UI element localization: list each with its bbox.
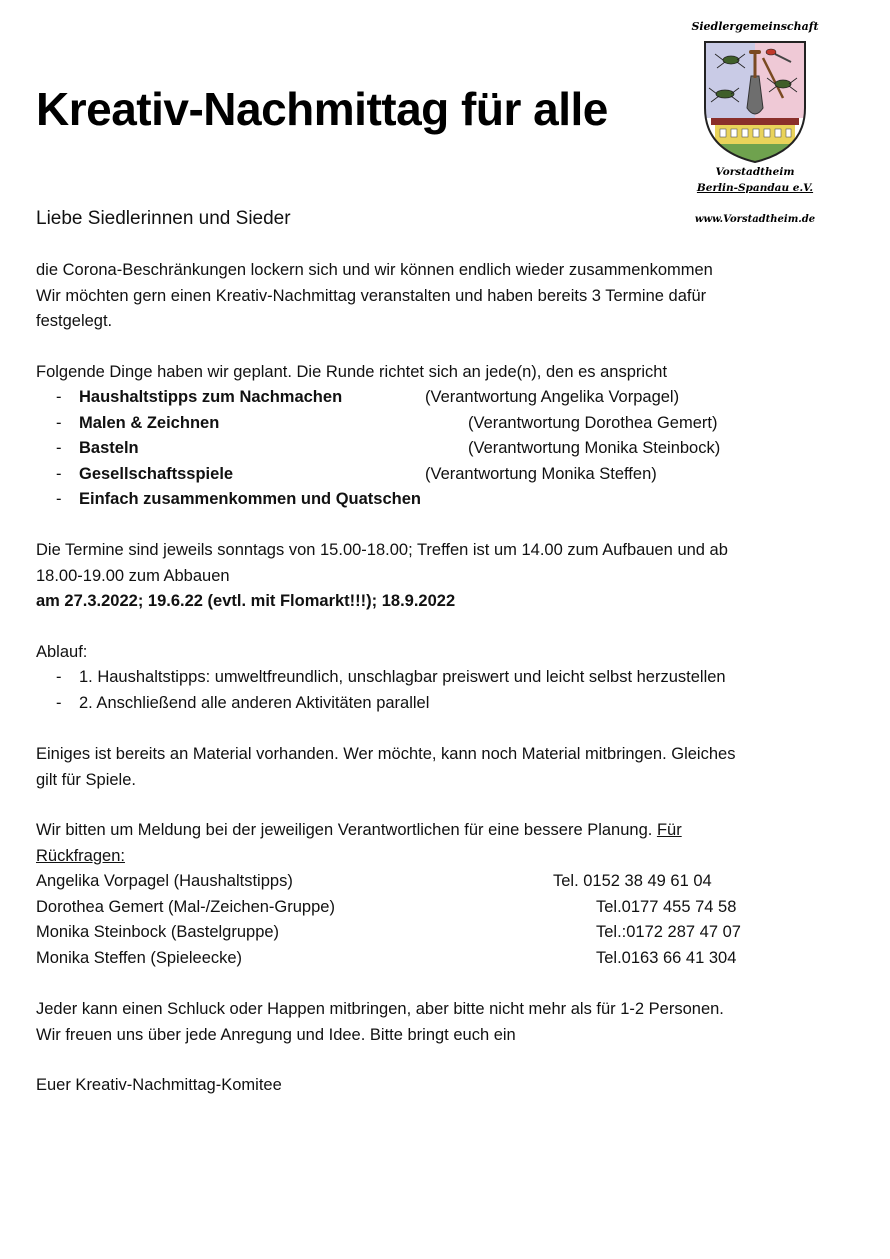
activity-responsible: (Verantwortung Monika Steinbock): [468, 439, 721, 457]
salutation: Liebe Siedlerinnen und Sieder: [36, 208, 291, 229]
event-dates: am 27.3.2022; 19.6.22 (evtl. mit Flomarkt!!!); 18.9.2022: [36, 592, 456, 610]
club-logo: [688, 12, 822, 232]
contact-row: [36, 895, 796, 921]
intro-line: Wir möchten gern einen Kreativ-Nachmittag veranstalten und haben bereits 3 Termine dafür: [36, 286, 707, 305]
signature: Euer Kreativ-Nachmittag-Komitee: [36, 1076, 282, 1094]
dash-bullet: -: [56, 490, 62, 508]
dates-bold: [36, 589, 728, 615]
contact-name: Monika Steinbock (Bastelgruppe): [36, 923, 280, 941]
activity-name: Malen & Zeichnen: [79, 413, 220, 432]
dash-bullet: -: [56, 668, 62, 686]
activity-name: Basteln: [79, 439, 139, 457]
plans-intro: Folgende Dinge haben wir geplant. Die Runde richtet sich an jede(n), den es anspricht: [36, 363, 668, 381]
list-item: [36, 487, 421, 513]
contact-phone: Tel. 0152 38 49 61 04: [553, 872, 712, 890]
contact-phone: Tel.0163 66 41 304: [596, 948, 737, 967]
dash-bullet: -: [56, 439, 62, 457]
activity-responsible: (Verantwortung Dorothea Gemert): [468, 413, 718, 432]
logo-bottom-line1: Vorstadtheim: [715, 166, 795, 178]
contact-heading-underlined: Rückfragen:: [36, 846, 125, 865]
logo-bottom-line2: Berlin-Spandau e.V.: [696, 182, 814, 194]
activity-name: Einfach zusammenkommen und Quatschen: [79, 490, 421, 508]
intro-paragraph: [36, 258, 713, 335]
schedule-item: 1. Haushaltstipps: umweltfreundlich, unschlagbar preiswert und leicht selbst herzustellen: [79, 668, 726, 686]
dash-bullet: -: [56, 464, 62, 483]
activity-name: Gesellschaftsspiele: [79, 464, 234, 483]
material-paragraph: [36, 742, 735, 793]
page-title: Kreativ-Nachmittag für alle: [36, 83, 608, 135]
contact-name: Dorothea Gemert (Mal-/Zeichen-Gruppe): [36, 897, 335, 916]
contact-heading: [36, 844, 796, 870]
dash-bullet: -: [56, 413, 62, 432]
contact-heading-underlined: Für: [656, 821, 682, 839]
contact-phone: Tel.:0172 287 47 07: [596, 923, 741, 941]
closing-line: Jeder kann einen Schluck oder Happen mitbringen, aber bitte nicht mehr als für 1-2 Personen.: [36, 1000, 724, 1018]
contact-row: [36, 920, 796, 946]
list-item: [36, 691, 726, 717]
material-line: Einiges ist bereits an Material vorhanden. Wer möchte, kann noch Material mitbringen. Gleiches: [36, 745, 736, 763]
schedule-list: [36, 665, 726, 716]
contact-name: Monika Steffen (Spieleecke): [36, 948, 243, 967]
list-item: [36, 462, 657, 488]
list-item: [36, 385, 680, 411]
closing-line: Wir freuen uns über jede Anregung und Idee. Bitte bringt euch ein: [36, 1025, 516, 1044]
contact-section: [36, 818, 796, 971]
logo-website: www.Vorstadtheim.de: [694, 214, 816, 225]
intro-line: festgelegt.: [36, 312, 113, 330]
dates-line: 18.00-19.00 zum Abbauen: [36, 566, 230, 585]
logo-top-text: Siedlergemeinschaft: [691, 20, 819, 33]
list-item: [36, 436, 721, 462]
dates-line: Die Termine sind jeweils sonntags von 15.00-18.00; Treffen ist um 14.00 zum Aufbauen und ab: [36, 541, 728, 559]
closing-paragraph: [36, 997, 724, 1048]
contact-row: [36, 869, 796, 895]
list-item: [36, 665, 726, 691]
contact-intro-text: Wir bitten um Meldung bei der jeweiligen Verantwortlichen für eine bessere Planung.: [36, 821, 653, 839]
activity-responsible: (Verantwortung Angelika Vorpagel): [425, 388, 680, 406]
contact-name: Angelika Vorpagel (Haushaltstipps): [36, 872, 293, 890]
coat-of-arms-icon: [701, 38, 809, 166]
activity-list: [36, 385, 721, 513]
activity-responsible: (Verantwortung Monika Steffen): [425, 464, 657, 483]
dash-bullet: -: [56, 388, 62, 406]
activity-name: Haushaltstipps zum Nachmachen: [79, 388, 343, 406]
dash-bullet: -: [56, 693, 62, 712]
material-line: gilt für Spiele.: [36, 770, 136, 789]
list-item: [36, 411, 718, 437]
dates-paragraph: [36, 538, 728, 615]
schedule-heading: Ablauf:: [36, 643, 88, 661]
contact-intro: [36, 818, 796, 844]
contact-phone: Tel.0177 455 74 58: [596, 897, 737, 916]
contact-row: [36, 946, 796, 972]
schedule-item: 2. Anschließend alle anderen Aktivitäten parallel: [79, 693, 430, 712]
intro-line: die Corona-Beschränkungen lockern sich und wir können endlich wieder zusammenkommen: [36, 261, 713, 279]
